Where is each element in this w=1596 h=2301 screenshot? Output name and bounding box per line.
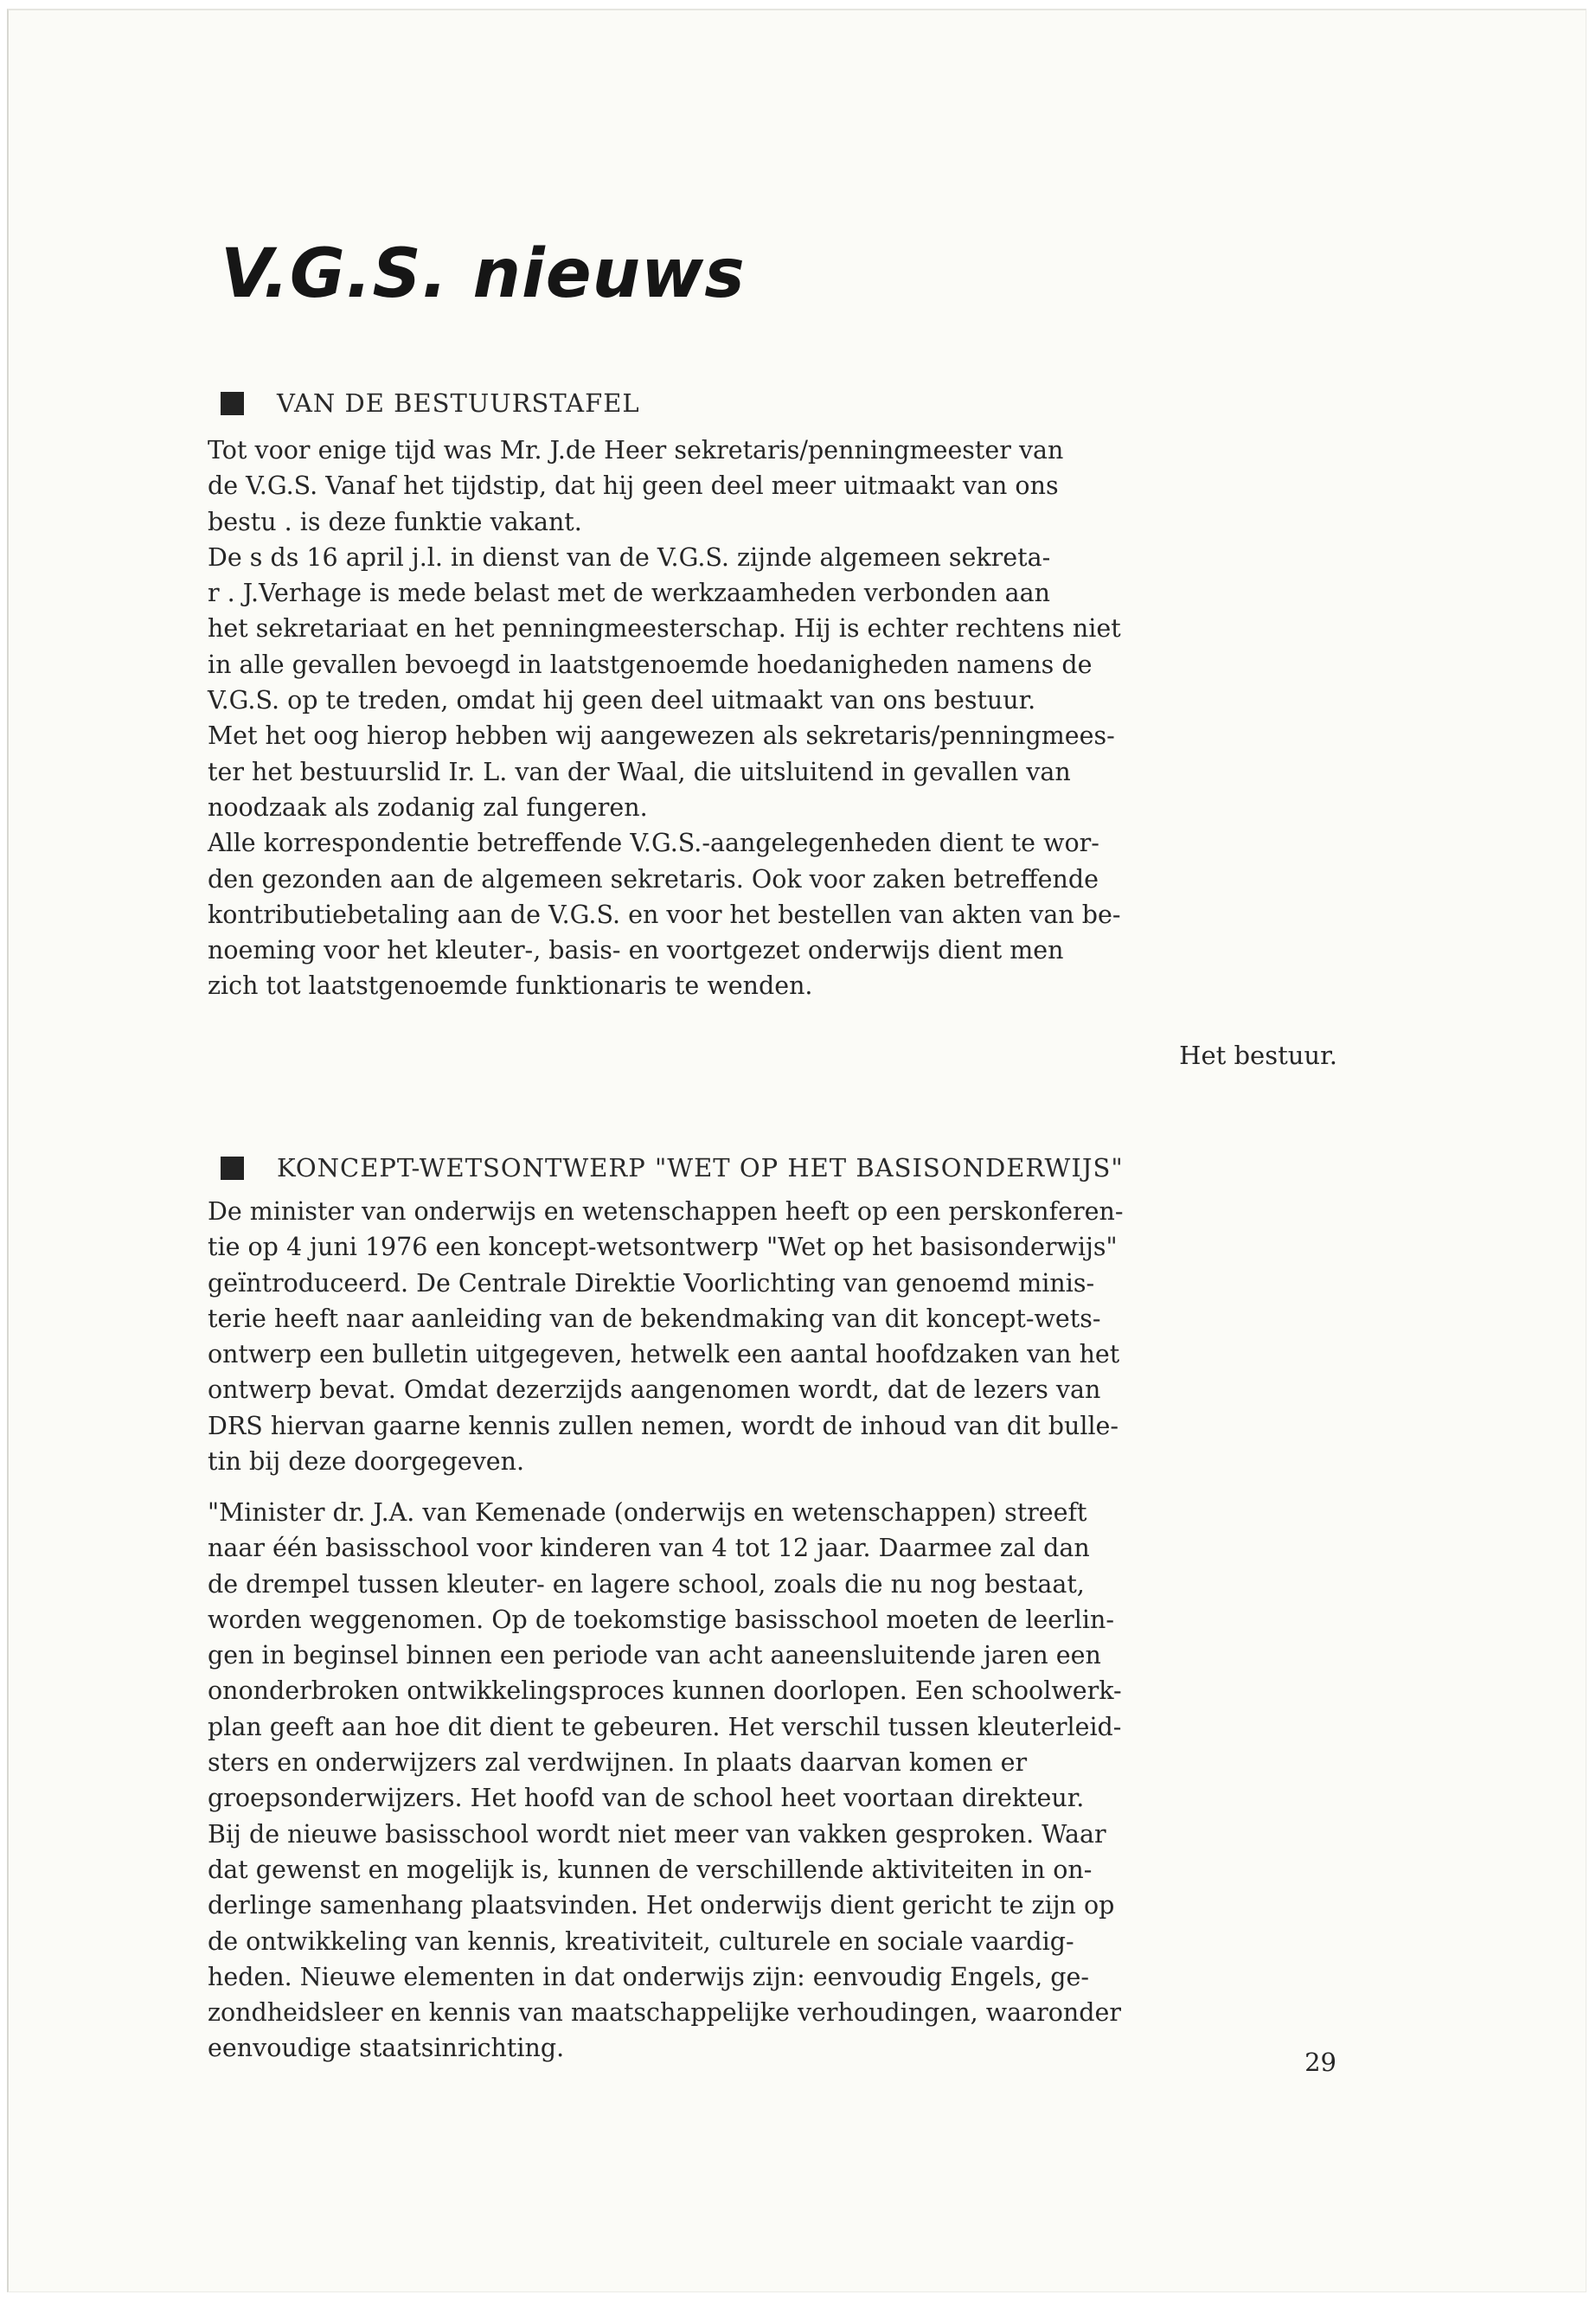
text-line: plan geeft aan hoe dit dient te gebeuren. Het verschil tussen kleuterleid- — [208, 1712, 1122, 1741]
page-sheet — [7, 9, 1586, 2292]
text-line: ontwerp bevat. Omdat dezerzijds aangenomen wordt, dat de lezers van — [208, 1375, 1101, 1405]
text-line: De s ds 16 april j.l. in dienst van de V.G.S. zijnde algemeen sekreta- — [208, 542, 1051, 572]
text-line: de ontwikkeling van kennis, kreativiteit, culturele en sociale vaardig- — [208, 1926, 1074, 1956]
text-line: noodzaak als zodanig zal fungeren. — [208, 792, 648, 822]
section-title: KONCEPT-WETSONTWERP "WET OP HET BASISONDERWIJS" — [277, 1153, 1124, 1183]
paragraph-bulletin-quote — [208, 1495, 1410, 2067]
text-line: Bij de nieuwe basisschool wordt niet meer van vakken gesproken. Waar — [208, 1819, 1106, 1849]
masthead-title: V.G.S. nieuws — [221, 235, 746, 313]
text-line: kontributiebetaling aan de V.G.S. en voor het bestellen van akten van be- — [208, 900, 1121, 929]
paragraph-introduction — [208, 1194, 1410, 1479]
text-line: r . J.Verhage is mede belast met de werkzaamheden verbonden aan — [208, 579, 1050, 608]
text-line: Alle korrespondentie betreffende V.G.S.-aangelegenheden dient te wor- — [208, 829, 1099, 858]
text-line: noeming voor het kleuter-, basis- en voortgezet onderwijs dient men — [208, 936, 1064, 965]
text-line: tin bij deze doorgegeven. — [208, 1447, 525, 1477]
text-line: ononderbroken ontwikkelingsproces kunnen doorlopen. Een schoolwerk- — [208, 1676, 1122, 1706]
section-title: VAN DE BESTUURSTAFEL — [277, 388, 640, 418]
square-bullet-icon — [221, 392, 244, 415]
text-line: het sekretariaat en het penningmeesterschap. Hij is echter rechtens niet — [208, 614, 1121, 644]
text-line: zondheidsleer en kennis van maatschappelijke verhoudingen, waaronder — [208, 1998, 1121, 2028]
text-line: terie heeft naar aanleiding van de bekendmaking van dit koncept-wets- — [208, 1304, 1101, 1333]
text-line: DRS hiervan gaarne kennis zullen nemen, wordt de inhoud van dit bulle- — [208, 1411, 1119, 1440]
text-line: zich tot laatstgenoemde funktionaris te wenden. — [208, 971, 813, 1001]
text-line: dat gewenst en mogelijk is, kunnen de verschillende aktiviteiten in on- — [208, 1855, 1093, 1884]
text-line: in alle gevallen bevoegd in laatstgenoemde hoedanigheden namens de — [208, 650, 1093, 679]
text-line: de drempel tussen kleuter- en lagere school, zoals die nu nog bestaat, — [208, 1569, 1085, 1599]
text-line: groepsonderwijzers. Het hoofd van de school heet voortaan direkteur. — [208, 1784, 1085, 1813]
square-bullet-icon — [221, 1157, 244, 1180]
paragraph-bestuurstafel — [208, 433, 1410, 1004]
text-line: de V.G.S. Vanaf het tijdstip, dat hij geen deel meer uitmaakt van ons — [208, 471, 1059, 501]
section-heading-bestuurstafel — [221, 386, 640, 420]
text-line: tie op 4 juni 1976 een koncept-wetsontwerp "Wet op het basisonderwijs" — [208, 1233, 1118, 1262]
text-line: "Minister dr. J.A. van Kemenade (onderwijs en wetenschappen) streeft — [208, 1498, 1087, 1527]
signoff-het-bestuur: Het bestuur. — [1179, 1041, 1337, 1070]
page-number: 29 — [1304, 2048, 1336, 2077]
text-line: heden. Nieuwe elementen in dat onderwijs zijn: eenvoudig Engels, ge- — [208, 1962, 1090, 1991]
text-line: Tot voor enige tijd was Mr. J.de Heer sekretaris/penningmeester van — [208, 436, 1064, 465]
text-line: eenvoudige staatsinrichting. — [208, 2034, 565, 2063]
text-line: ontwerp een bulletin uitgegeven, hetwelk een aantal hoofdzaken van het — [208, 1340, 1120, 1369]
text-line: Met het oog hierop hebben wij aangewezen als sekretaris/penningmees- — [208, 721, 1115, 751]
text-line: sters en onderwijzers zal verdwijnen. In plaats daarvan komen er — [208, 1748, 1028, 1778]
text-line: worden weggenomen. Op de toekomstige basisschool moeten de leerlin- — [208, 1605, 1115, 1634]
text-line: derlinge samenhang plaatsvinden. Het onderwijs dient gericht te zijn op — [208, 1891, 1115, 1920]
text-line: gen in beginsel binnen een periode van acht aaneensluitende jaren een — [208, 1641, 1101, 1670]
text-line: De minister van onderwijs en wetenschappen heeft op een perskonferen- — [208, 1197, 1124, 1226]
text-line: V.G.S. op te treden, omdat hij geen deel uitmaakt van ons bestuur. — [208, 686, 1036, 715]
text-line: geïntroduceerd. De Centrale Direktie Voorlichting van genoemd minis- — [208, 1268, 1095, 1298]
text-line: bestu . is deze funktie vakant. — [208, 507, 582, 536]
text-line: ter het bestuurslid Ir. L. van der Waal, die uitsluitend in gevallen van — [208, 757, 1071, 786]
section-heading-koncept-wetsontwerp — [221, 1150, 1124, 1185]
text-line: naar één basisschool voor kinderen van 4 tot 12 jaar. Daarmee zal dan — [208, 1534, 1090, 1563]
text-line: den gezonden aan de algemeen sekretaris. Ook voor zaken betreffende — [208, 864, 1099, 894]
